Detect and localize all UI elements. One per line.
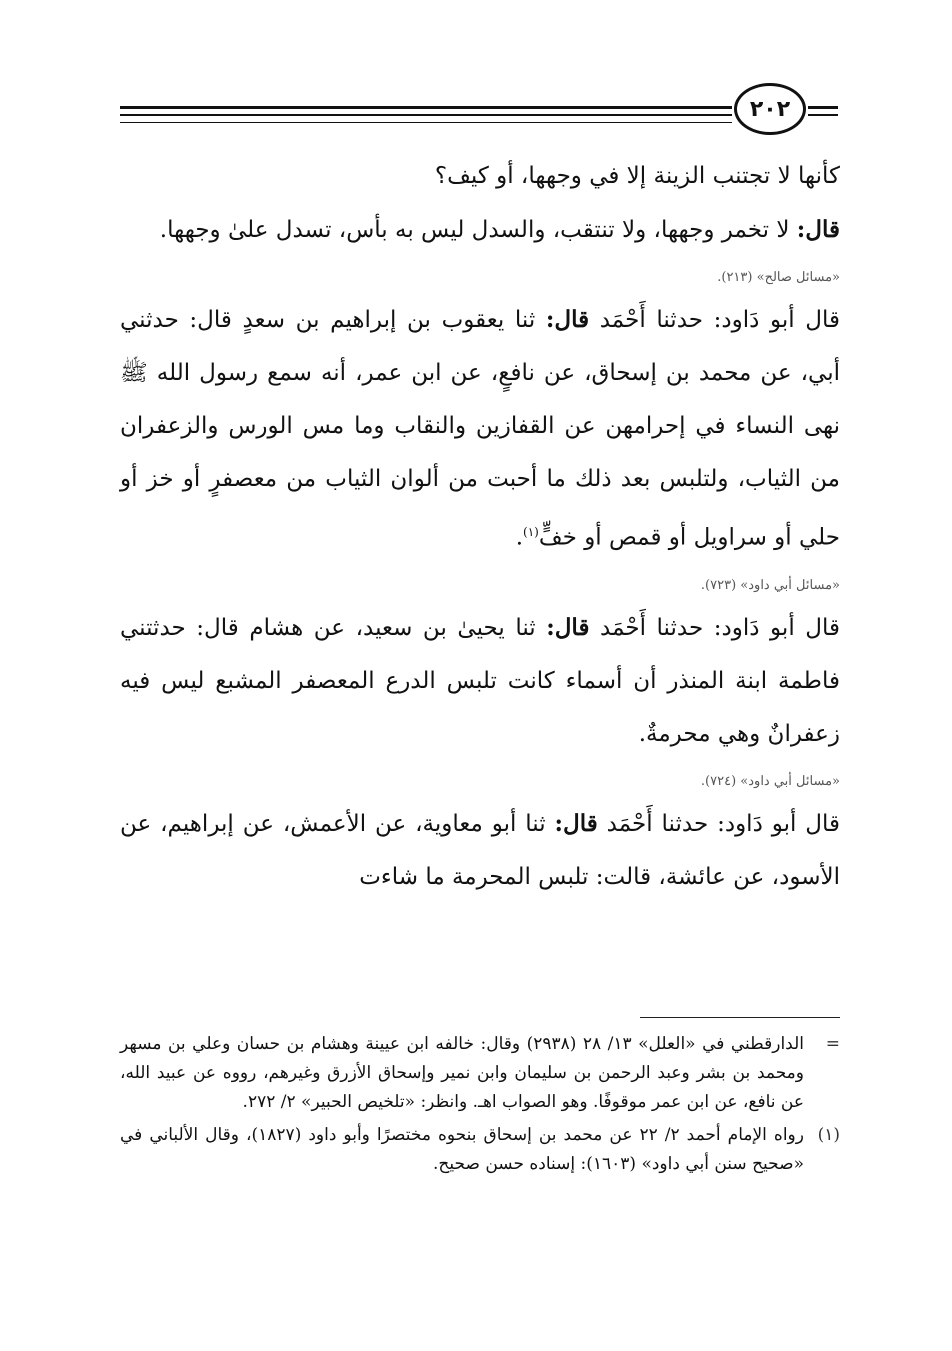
source-citation: «مسائل صالح» (٢١٣). (717, 270, 840, 285)
footnotes (120, 1030, 840, 1183)
footnote-ref[interactable]: (١) (523, 525, 539, 539)
source-citation: «مسائل أبي داود» (٧٢٤). (700, 773, 840, 789)
paragraph (120, 601, 840, 761)
source-citation: «مسائل أبي داود» (٧٢٣). (700, 577, 840, 593)
header-rule (120, 122, 732, 123)
paragraph: قال أبو دَاود: حدثنا أَحْمَد قال: ثنا يعقوب بن إبراهيم بن سعدٍ قال: حدثني أبي، عن محمد بن إسحاق، عن نافعٍ، عن ابن عمر، أنه سمع رسول الله ﷺ نهى النساء في إحرامهن عن القفازين والنقاب وما مس الورس والزعفران من الثياب، ولتلبس بعد ذلك ما أحبت من ألوان الثياب من معصفرٍ أو خز أو حلي أو سراويل أو قمص أو خفٍّ$^{(١)}$. (120, 306, 841, 551)
footnote (120, 1121, 840, 1179)
paragraph-text: كأنها لا تجتنب الزينة إلا في وجهها، أو كيف؟ (434, 163, 840, 189)
narration-lead: قال أبو دَاود: حدثنا أَحْمَد (597, 810, 840, 837)
footnote (120, 1030, 840, 1117)
speaker-label: قال: (546, 613, 590, 641)
footnote-separator (640, 1017, 840, 1018)
paragraph-text: لا تخمر وجهها، ولا تنتقب، والسدل ليس به بأس، تسدل علىٰ وجهها. (159, 217, 797, 243)
speaker-label: قال: (554, 809, 598, 837)
header-rule (120, 114, 732, 116)
paragraph (120, 150, 840, 203)
paragraph (120, 797, 840, 904)
paragraph-text: ثنا أبو معاوية، عن الأعمش، عن إبراهيم، عن الأسود، عن عائشة، قالت: تلبس المحرمة ما شاءت (120, 810, 840, 890)
speaker-label: قال: (796, 216, 840, 243)
narration-lead: قال أبو دَاود: حدثنا أَحْمَد (589, 614, 840, 641)
header-rule (120, 106, 732, 109)
main-text (120, 150, 840, 904)
footnote-marker: = (825, 1034, 840, 1054)
paragraph-text: ثنا يحيىٰ بن سعيد، عن هشام قال: حدثتني فاطمة ابنة المنذر أن أسماء كانت تلبس الدرع المعصفر المشبع ليس فيه زعفرانٌ وهي محرمةٌ. (120, 614, 840, 747)
footnote-marker: (١) (817, 1125, 840, 1145)
paragraph (120, 203, 840, 257)
page-number: ٢٠٢ (734, 83, 806, 135)
footnote-text: الدارقطني في «العلل» ١٣/ ٢٨ (٢٩٣٨) وقال: خالفه ابن عيينة وهشام بن حسان وعلي بن مسهر ومحمد بن بشر وعبد الرحمن بن سليمان وابن نمير وإسحاق الأزرق وغيرهم، رووه عن عبيد الله، عن نافع، عن ابن عمر موقوفًا. وهو الصواب اهـ. وانظر: «تلخيص الحبير» ٢/ ٢٧٢. (120, 1034, 804, 1112)
footnote-text: رواه الإمام أحمد ٢/ ٢٢ عن محمد بن إسحاق بنحوه مختصرًا وأبو داود (١٨٢٧)، وقال الألباني في «صحيح سنن أبي داود» (١٦٠٣): إسناده حسن صحيح. (120, 1125, 804, 1174)
header-rule (808, 106, 838, 109)
speaker-label: قال: (545, 306, 590, 333)
page-header (0, 0, 952, 150)
narration-lead: قال أبو دَاود: حدثنا أَحْمَد (589, 307, 841, 333)
paragraph-text: ثنا يعقوب بن إبراهيم بن سعدٍ قال: حدثني أبي، عن محمد بن إسحاق، عن نافعٍ، عن ابن عمر، أنه سمع رسول الله ﷺ نهى النساء في إحرامهن عن القفازين والنقاب وما مس الورس والزعفران من الثياب، ولتلبس بعد ذلك ما أحبت من ألوان الثياب من معصفرٍ أو خز أو حلي أو سراويل أو قمص أو خفٍّ (120, 307, 840, 551)
header-rule (808, 114, 838, 116)
